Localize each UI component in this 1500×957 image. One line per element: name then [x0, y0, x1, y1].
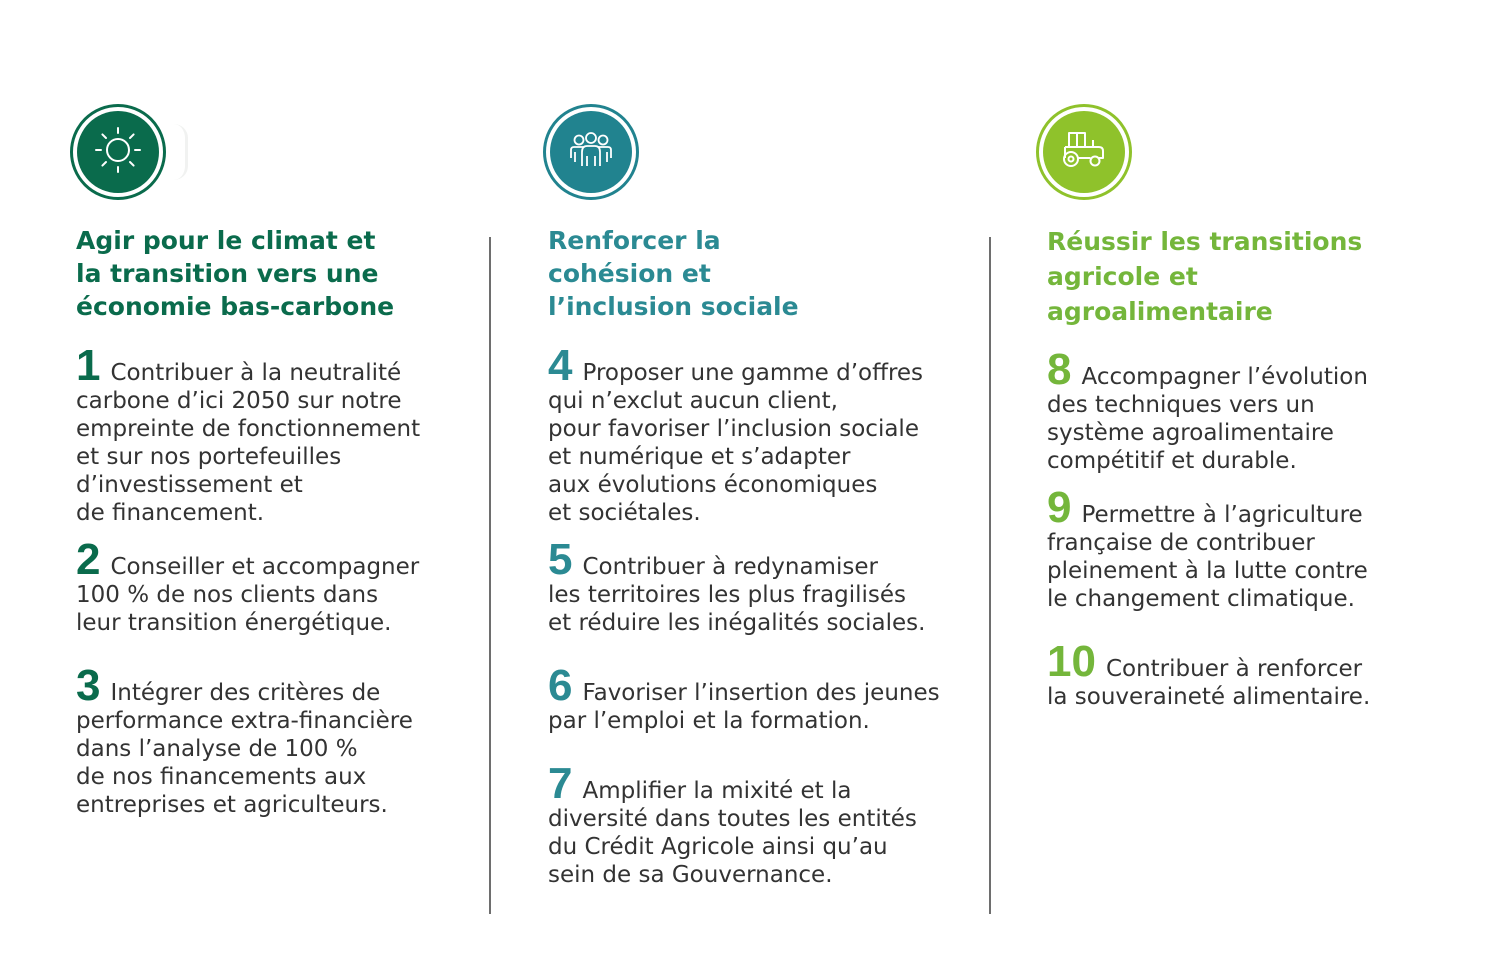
commitment-text: Contribuer à la neutralité carbone d’ici 2050 sur notre empreinte de fonctionnement et sur nos portefeuilles d’investissement et de financement. — [76, 360, 421, 526]
commitment-item — [548, 341, 924, 527]
sun-icon — [88, 120, 148, 184]
commitment-text: Permettre à l’agriculture française de contribuer pleinement à la lutte contre le changement climatique. — [1047, 502, 1368, 612]
commitment-number: 7 — [548, 759, 573, 808]
social-badge — [543, 104, 639, 200]
commitment-number: 6 — [548, 661, 573, 710]
climate-badge — [70, 104, 166, 200]
commitment-text: Amplifier la mixité et la diversité dans toutes les entités du Crédit Agricole ainsi qu’au sein de sa Gouvernance. — [548, 778, 917, 888]
commitment-text: Intégrer des critères de performance extra-financière dans l’analyse de 100 % de nos financements aux entreprises et agriculteurs. — [76, 680, 413, 818]
commitment-text: Contribuer à redynamiser les territoires les plus fragilisés et réduire les inégalités sociales. — [548, 554, 926, 636]
commitment-number: 5 — [548, 535, 573, 584]
commitment-item — [76, 341, 421, 527]
decorative-arc — [174, 124, 188, 180]
commitment-item — [1047, 637, 1371, 711]
commitment-text: Proposer une gamme d’offres qui n’exclut aucun client, pour favoriser l’inclusion sociale et numérique et s’adapter aux évolutions économiques et sociétales. — [548, 360, 924, 526]
commitment-number: 9 — [1047, 483, 1072, 532]
commitment-number: 8 — [1047, 345, 1072, 394]
commitment-number: 1 — [76, 341, 101, 390]
commitment-item — [76, 535, 420, 637]
commitment-item — [1047, 483, 1368, 613]
tractor-icon — [1055, 121, 1113, 183]
commitment-number: 2 — [76, 535, 101, 584]
commitment-text: Contribuer à renforcer la souveraineté alimentaire. — [1047, 656, 1371, 710]
column-divider — [489, 237, 491, 914]
commitment-item — [548, 661, 940, 735]
commitment-text: Conseiller et accompagner 100 % de nos clients dans leur transition énergétique. — [76, 554, 420, 636]
agriculture-badge — [1036, 104, 1132, 200]
pillar-heading: Renforcer la cohésion et l’inclusion sociale — [548, 226, 799, 321]
commitment-item — [548, 759, 917, 889]
group-of-people-icon — [563, 122, 619, 182]
commitment-number: 4 — [548, 341, 573, 390]
commitment-item — [548, 535, 926, 637]
column-divider — [989, 237, 991, 914]
commitment-text: Favoriser l’insertion des jeunes par l’emploi et la formation. — [548, 680, 940, 734]
commitment-item — [1047, 345, 1368, 475]
pillar-heading: Agir pour le climat et la transition vers une économie bas-carbone — [76, 226, 395, 321]
commitment-number: 3 — [76, 661, 101, 710]
commitment-item — [76, 661, 413, 819]
commitment-number: 10 — [1047, 637, 1096, 686]
commitment-text: Accompagner l’évolution des techniques vers un système agroalimentaire compétitif et durable. — [1047, 364, 1368, 474]
pillar-heading: Réussir les transitions agricole et agroalimentaire — [1047, 227, 1363, 326]
